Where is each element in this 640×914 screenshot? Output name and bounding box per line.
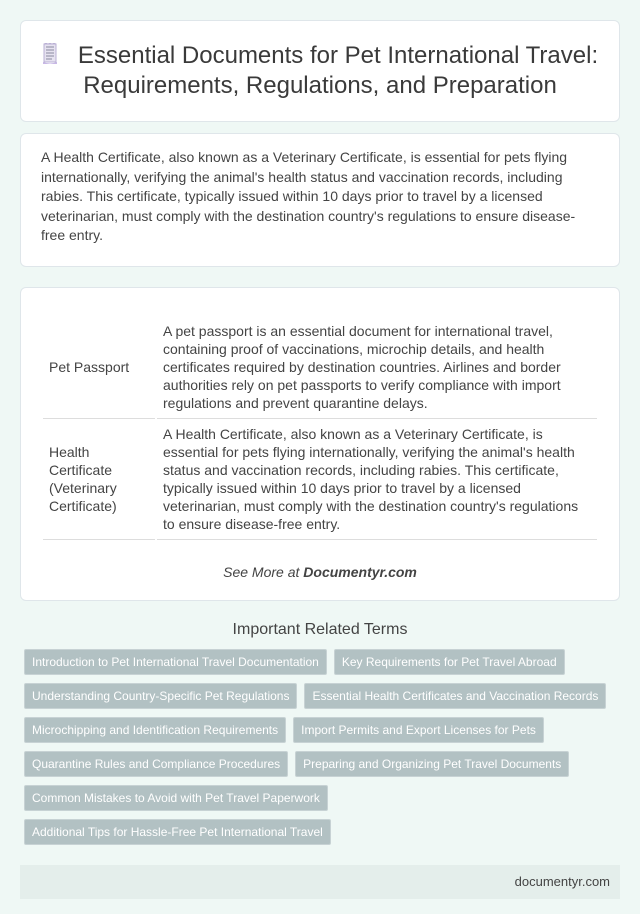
related-term-tag[interactable]: Understanding Country-Specific Pet Regulations	[24, 683, 297, 709]
page-title-text: Essential Documents for Pet International Travel: Requirements, Regulations, and Preparation	[77, 42, 599, 99]
intro-paragraph: A Health Certificate, also known as a Veterinary Certificate, is essential for pets flying internationally, verifying the animal's health status and vaccination records, including rabies. This certificate, typically issued within 10 days prior to travel by a licensed veterinarian, must comply with the destination country's regulations to ensure disease-free entry.	[41, 149, 576, 243]
related-term-tag[interactable]: Microchipping and Identification Requirements	[24, 717, 286, 743]
related-term-tag[interactable]: Key Requirements for Pet Travel Abroad	[334, 649, 565, 675]
related-term-tag[interactable]: Common Mistakes to Avoid with Pet Travel Paperwork	[24, 785, 328, 811]
table-row	[43, 316, 597, 419]
related-terms-tags	[20, 649, 620, 845]
footer	[20, 865, 620, 899]
related-term-tag[interactable]: Essential Health Certificates and Vaccination Records	[304, 683, 606, 709]
intro-card	[20, 133, 620, 267]
documents-table	[41, 316, 599, 540]
title-card	[20, 20, 620, 122]
table-term: Health Certificate (Veterinary Certificate)	[43, 419, 155, 540]
related-term-tag[interactable]: Import Permits and Export Licenses for Pets	[293, 717, 544, 743]
related-terms-heading: Important Related Terms	[232, 620, 408, 638]
table-description: A Health Certificate, also known as a Veterinary Certificate, is essential for pets flying internationally, verifying the animal's health status and vaccination records, including rabies. This certificate, typically issued within 10 days prior to travel by a licensed veterinarian, must comply with the destination country's regulations to ensure disease-free entry.	[157, 419, 597, 540]
see-more-prefix: See More at	[223, 563, 304, 580]
see-more-link[interactable]	[41, 564, 599, 580]
related-term-tag[interactable]: Quarantine Rules and Compliance Procedures	[24, 751, 288, 777]
related-term-tag[interactable]: Preparing and Organizing Pet Travel Documents	[295, 751, 569, 777]
receipt-document-icon	[42, 43, 58, 65]
table-row	[43, 419, 597, 540]
see-more-site[interactable]: Documentyr.com	[303, 563, 417, 580]
related-term-tag[interactable]: Additional Tips for Hassle-Free Pet International Travel	[24, 819, 331, 845]
footer-site-link[interactable]: documentyr.com	[514, 874, 610, 889]
page-title	[39, 41, 601, 101]
documents-table-card	[20, 287, 620, 601]
table-term: Pet Passport	[43, 316, 155, 419]
related-term-tag[interactable]: Introduction to Pet International Travel Documentation	[24, 649, 327, 675]
table-description: A pet passport is an essential document for international travel, containing proof of vaccinations, microchip details, and health certificates required by destination countries. Airlines and border authorities rely on pet passports to verify compliance with import regulations and prevent quarantine delays.	[157, 316, 597, 419]
